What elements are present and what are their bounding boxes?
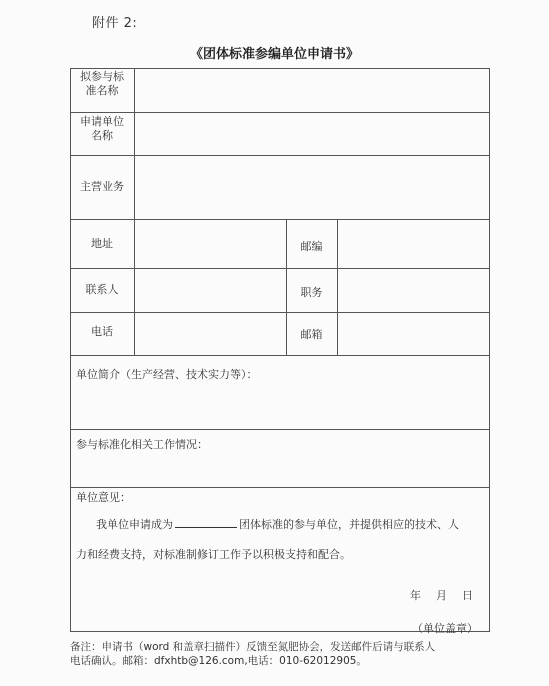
row-divider [70,429,490,430]
form-title: 《团体标准参编单位申请书》 [189,47,359,62]
postcode-label: 邮编 [300,240,323,253]
proposed-standard-label-line1: 拟参与标 [80,70,124,83]
address-label: 地址 [91,237,113,250]
profile-field[interactable] [71,386,489,429]
phone-label: 电话 [91,325,113,338]
postcode-field[interactable] [338,220,489,268]
applicant-label-line1: 申请单位 [80,115,124,128]
row-divider [70,355,490,356]
address-field[interactable] [135,220,286,268]
opinion-date: 年 月 日 [410,589,475,602]
opinion-statement-line2: 力和经费支持，对标准制修订工作予以积极支持和配合。 [76,548,351,561]
seal-label: （单位盖章） [412,622,478,635]
footnote [70,640,500,668]
proposed-standard-label-line2: 准名称 [85,84,119,97]
application-form [70,68,490,635]
standardization-field[interactable] [71,456,489,487]
profile-label: 单位简介（生产经营、技术实力等）： [76,368,258,381]
email-label: 邮箱 [300,328,323,341]
attachment-label: 附件 2: [92,16,138,31]
applicant-name-field[interactable] [135,113,489,155]
proposed-standard-field[interactable] [135,69,489,112]
standard-name-blank[interactable] [175,516,237,528]
proposed-standard-label [70,70,134,98]
border-right [489,68,490,632]
phone-field[interactable] [135,313,286,355]
contact-label: 联系人 [85,283,119,296]
opinion-text-before-blank: 我单位申请成为 [96,518,173,531]
position-field[interactable] [338,269,489,312]
position-label: 职务 [300,286,323,299]
footnote-line1: 备注：申请书（word 和盖章扫描件）反馈至氮肥协会，发送邮件后请与联系人 [70,641,436,653]
main-business-field[interactable] [135,156,489,219]
contact-field[interactable] [135,269,286,312]
applicant-label-line2: 名称 [91,129,113,142]
opinion-statement-line1 [96,516,459,532]
main-business-label: 主营业务 [80,180,124,193]
row-divider [70,487,490,488]
opinion-text-after-blank: 团体标准的参与单位，并提供相应的技术、人 [239,518,459,531]
opinion-label: 单位意见： [76,491,131,504]
border-left [70,68,71,632]
applicant-label [70,115,134,143]
footnote-line2: 电话确认。邮箱：dfxhtb@126.com,电话：010-62012905。 [70,655,367,667]
email-field[interactable] [338,313,489,355]
standardization-label: 参与标准化相关工作情况： [76,438,208,451]
